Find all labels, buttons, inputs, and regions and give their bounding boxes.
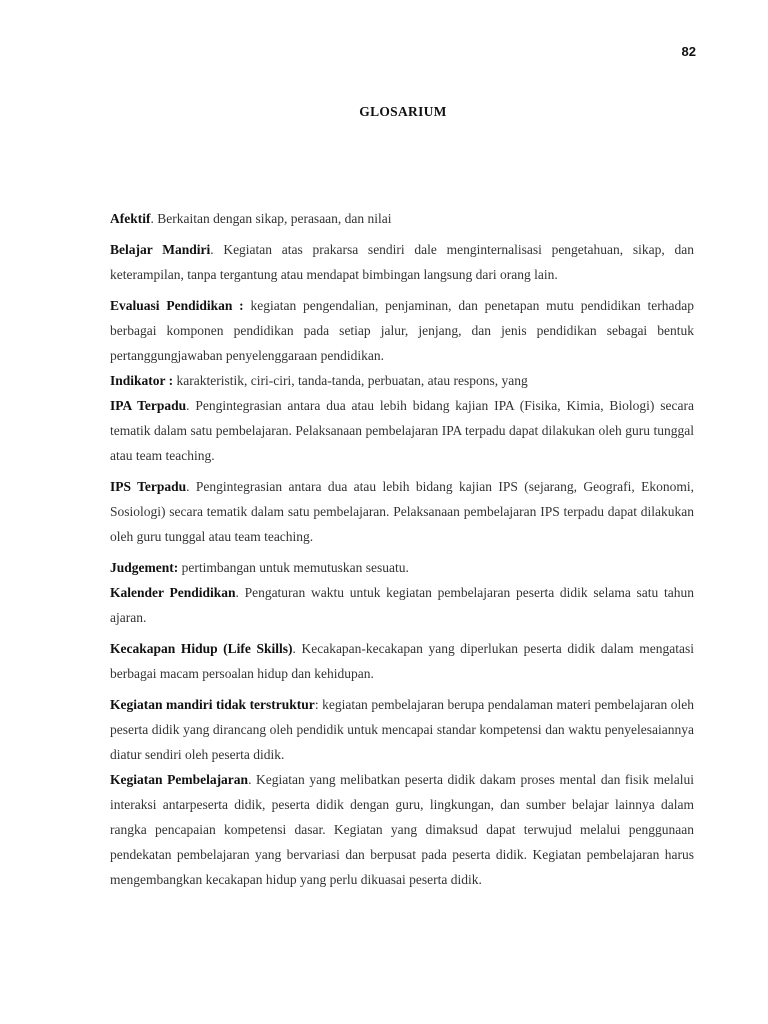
glossary-definition: . Berkaitan dengan sikap, perasaan, dan nilai: [150, 211, 392, 226]
glossary-entry-belajar-mandiri: [110, 237, 694, 287]
glossary-term: Afektif: [110, 211, 151, 226]
glossary-term: Judgement:: [110, 560, 179, 575]
glossary-definition: . Pengintegrasian antara dua atau lebih bidang kajian IPA (Fisika, Kimia, Biologi) secara tematik dalam satu pembelajaran. Pelaksanaan pembelajaran IPA terpadu dapat dilakukan oleh guru tunggal atau team teaching.: [110, 398, 694, 463]
glossary-entry-ips-terpadu: [110, 474, 694, 549]
glossary-entry-kecakapan-hidup: [110, 636, 694, 686]
glossary-term: Kecakapan Hidup (Life Skills): [110, 641, 293, 656]
glossary-definition: kegiatan pengendalian, penjaminan, dan penetapan mutu pendidikan terhadap berbagai komponen pendidikan pada setiap jalur, jenjang, dan jenis pendidikan sebagai bentuk pertanggungjawaban penyelenggaraan pendidikan.: [110, 298, 694, 363]
glossary-list: [110, 206, 694, 892]
glossary-entry-judgement: [110, 555, 694, 580]
glossary-definition: : kegiatan pembelajaran berupa pendalaman materi pembelajaran oleh peserta didik yang dirancang oleh pendidik untuk mencapai standar kompetensi dan waktu penyelesaiannya diatur sendiri oleh peserta didik.: [110, 697, 694, 762]
glossary-term: Evaluasi Pendidikan :: [110, 298, 244, 313]
glossary-entry-ipa-terpadu: [110, 393, 694, 468]
glossary-term: Kegiatan Pembelajaran: [110, 772, 249, 787]
glossary-term: Kegiatan mandiri tidak terstruktur: [110, 697, 315, 712]
page-number: 82: [681, 44, 696, 59]
glossary-definition: . Kegiatan yang melibatkan peserta didik dakam proses mental dan fisik melalui interaksi antarpeserta didik, peserta didik dengan guru, lingkungan, dan sumber belajar lainnya dalam rangka pencapaian kompetensi dasar. Kegiatan yang dimaksud dapat terwujud melalui penggunaan pendekatan pembelajaran yang bervariasi dan berpusat pada peserta didik. Kegiatan pembelajaran harus mengembangkan kecakapan hidup yang perlu dikuasai peserta didik.: [110, 772, 694, 887]
glossary-term: Indikator :: [110, 373, 174, 388]
glossary-definition: . Kecakapan-kecakapan yang diperlukan peserta didik dalam mengatasi berbagai macam persoalan hidup dan kehidupan.: [110, 641, 694, 681]
glossary-definition: pertimbangan untuk memutuskan sesuatu.: [178, 560, 409, 575]
glossary-term: IPA Terpadu: [110, 398, 187, 413]
glossary-entry-kalender-pendidikan: [110, 580, 694, 630]
page-title: GLOSARIUM: [359, 104, 447, 119]
glossary-definition: . Kegiatan atas prakarsa sendiri dale menginternalisasi pengetahuan, sikap, dan keterampilan, tanpa tergantung atau mendapat bimbingan langsung dari orang lain.: [110, 242, 694, 282]
glossary-entry-afektif: [110, 206, 694, 231]
glossary-term: IPS Terpadu: [110, 479, 187, 494]
glossary-entry-kegiatan-mandiri: [110, 692, 694, 767]
glossary-definition: . Pengintegrasian antara dua atau lebih bidang kajian IPS (sejarang, Geografi, Ekonomi, Sosiologi) secara tematik dalam satu pembelajaran. Pelaksanaan pembelajaran IPS terpadu dapat dilakukan oleh guru tunggal atau team teaching.: [110, 479, 694, 544]
glossary-definition: karakteristik, ciri-ciri, tanda-tanda, perbuatan, atau respons, yang: [173, 373, 528, 388]
glossary-entry-indikator: [110, 368, 694, 393]
glossary-entry-kegiatan-pembelajaran: [110, 767, 694, 892]
glossary-term: Kalender Pendidikan: [110, 585, 236, 600]
glossary-definition: . Pengaturan waktu untuk kegiatan pembelajaran peserta didik selama satu tahun ajaran.: [110, 585, 694, 625]
glossary-entry-evaluasi-pendidikan: [110, 293, 694, 368]
glossary-term: Belajar Mandiri: [110, 242, 211, 257]
